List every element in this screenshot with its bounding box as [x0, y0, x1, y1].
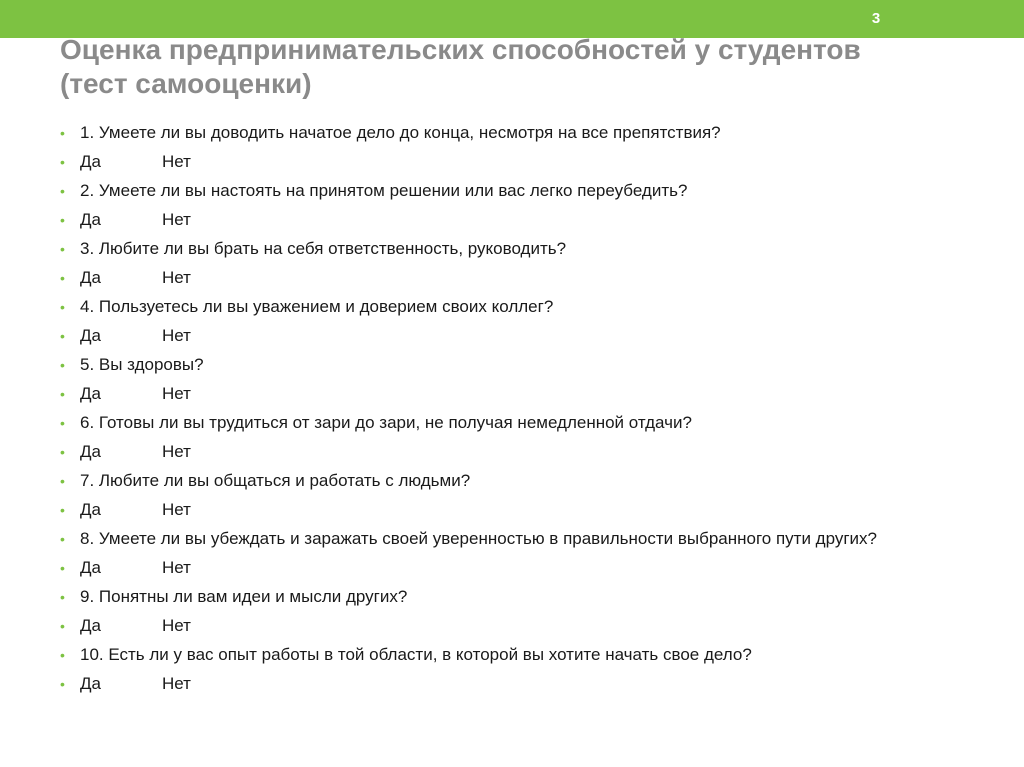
- question-text: 2. Умеете ли вы настоять на принятом решении или вас легко переубедить?: [80, 181, 688, 200]
- answer-yes: Да: [80, 326, 101, 345]
- bullet-icon: •: [60, 531, 65, 547]
- slide-title-line-1: Оценка предпринимательских способностей у студентов: [60, 34, 861, 65]
- answer-no: Нет: [162, 326, 191, 345]
- answer-no: Нет: [162, 384, 191, 403]
- bullet-icon: •: [60, 125, 65, 141]
- answer-yes: Да: [80, 268, 101, 287]
- answer-no: Нет: [162, 616, 191, 635]
- page-number: 3: [871, 10, 881, 27]
- question-item: [60, 471, 960, 491]
- bullet-icon: •: [60, 415, 65, 431]
- question-text: 5. Вы здоровы?: [80, 355, 204, 374]
- question-text: 9. Понятны ли вам идеи и мысли других?: [80, 587, 408, 606]
- question-text: 10. Есть ли у вас опыт работы в той области, в которой вы хотите начать свое дело?: [80, 645, 752, 664]
- question-item: [60, 413, 960, 433]
- answer-yes: Да: [80, 616, 101, 635]
- bullet-icon: •: [60, 386, 65, 402]
- answer-no: Нет: [162, 558, 191, 577]
- answer-no: Нет: [162, 442, 191, 461]
- answer-yes: Да: [80, 558, 101, 577]
- bullet-icon: •: [60, 589, 65, 605]
- question-item: [60, 529, 960, 549]
- answer-options: [60, 326, 960, 346]
- question-item: [60, 645, 960, 665]
- question-item: [60, 587, 960, 607]
- answer-options: [60, 558, 960, 578]
- question-text: 4. Пользуетесь ли вы уважением и доверием своих коллег?: [80, 297, 554, 316]
- slide-title-line-2: (тест самооценки): [60, 68, 312, 99]
- question-list: [60, 123, 960, 703]
- answer-yes: Да: [80, 442, 101, 461]
- answer-yes: Да: [80, 152, 101, 171]
- bullet-icon: •: [60, 618, 65, 634]
- answer-yes: Да: [80, 500, 101, 519]
- bullet-icon: •: [60, 183, 65, 199]
- bullet-icon: •: [60, 676, 65, 692]
- question-text: 3. Любите ли вы брать на себя ответственность, руководить?: [80, 239, 567, 258]
- answer-no: Нет: [162, 268, 191, 287]
- answer-options: [60, 152, 960, 172]
- bullet-icon: •: [60, 357, 65, 373]
- question-item: [60, 355, 960, 375]
- answer-options: [60, 268, 960, 288]
- answer-options: [60, 384, 960, 404]
- bullet-icon: •: [60, 560, 65, 576]
- answer-options: [60, 674, 960, 694]
- bullet-icon: •: [60, 328, 65, 344]
- answer-options: [60, 210, 960, 230]
- bullet-icon: •: [60, 241, 65, 257]
- answer-yes: Да: [80, 210, 101, 229]
- question-text: 6. Готовы ли вы трудиться от зари до зари, не получая немедленной отдачи?: [80, 413, 692, 432]
- answer-options: [60, 616, 960, 636]
- answer-yes: Да: [80, 674, 101, 693]
- question-text: 8. Умеете ли вы убеждать и заражать своей уверенностью в правильности выбранного пути других?: [80, 529, 878, 548]
- answer-no: Нет: [162, 152, 191, 171]
- question-text: 1. Умеете ли вы доводить начатое дело до конца, несмотря на все препятствия?: [80, 123, 721, 142]
- slide-title: [60, 33, 960, 101]
- answer-options: [60, 442, 960, 462]
- bullet-icon: •: [60, 473, 65, 489]
- question-item: [60, 123, 960, 143]
- answer-options: [60, 500, 960, 520]
- bullet-icon: •: [60, 270, 65, 286]
- answer-no: Нет: [162, 500, 191, 519]
- bullet-icon: •: [60, 154, 65, 170]
- answer-no: Нет: [162, 210, 191, 229]
- bullet-icon: •: [60, 212, 65, 228]
- question-item: [60, 239, 960, 259]
- question-text: 7. Любите ли вы общаться и работать с людьми?: [80, 471, 471, 490]
- question-item: [60, 181, 960, 201]
- bullet-icon: •: [60, 502, 65, 518]
- bullet-icon: •: [60, 299, 65, 315]
- answer-yes: Да: [80, 384, 101, 403]
- bullet-icon: •: [60, 444, 65, 460]
- question-item: [60, 297, 960, 317]
- answer-no: Нет: [162, 674, 191, 693]
- bullet-icon: •: [60, 647, 65, 663]
